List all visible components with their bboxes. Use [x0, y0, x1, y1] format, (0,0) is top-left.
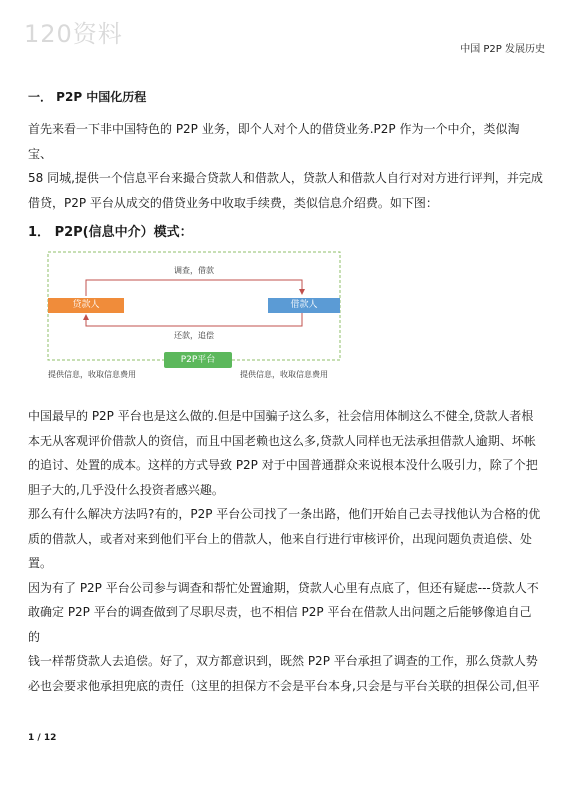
paragraph-line: 必也会要求他承担兜底的责任（这里的担保方不会是平台本身,只会是与平台关联的担保公司,但平 — [28, 678, 540, 693]
bottom-arrow-label: 还款，追偿 — [174, 331, 214, 340]
watermark: 120资料 — [24, 20, 123, 48]
platform-box: P2P平台 — [164, 352, 232, 368]
right-flow-label: 提供信息，收取信息费用 — [240, 370, 328, 379]
header-title: 中国 P2P 发展历史 — [460, 44, 545, 55]
paragraph-line: 质的借款人，或者对来到他们平台上的借款人，他来自行进行审核评价，出现问题负责追偿、处置。 — [28, 531, 533, 570]
paragraph-line: 那么有什么解决方法吗?有的，P2P 平台公司找了一条出路，他们开始自己去寻找他认为合格的优 — [28, 507, 541, 521]
top-arrow-label: 调查，借款 — [174, 266, 214, 275]
top-arrow — [86, 280, 302, 296]
page-number: 1 / 12 — [28, 733, 57, 743]
paragraph-line: 胆子大的,几乎没什么投资者感兴趣。 — [28, 482, 224, 497]
page-content — [28, 88, 543, 698]
paragraph-line: 因为有了 P2P 平台公司参与调查和帮忙处置逾期，贷款人心里有点底了，但还有疑虑---贷款人不 — [28, 580, 539, 595]
paragraph-line: 借贷，P2P 平台从成交的借贷业务中收取手续费，类似信息介绍费。如下图： — [28, 195, 438, 210]
section-title: 一． P2P 中国化历程 — [28, 90, 147, 104]
subsection-title: 1． P2P(信息中介）模式： — [28, 225, 193, 240]
borrower-box: 借款人 — [268, 298, 340, 313]
lender-box: 贷款人 — [48, 298, 124, 313]
paragraph-line: 首先来看一下非中国特色的 P2P 业务，即个人对个人的借贷业务.P2P 作为一个中介，类似淘宝、 — [28, 122, 520, 161]
paragraph-line: 中国最早的 P2P 平台也是这么做的.但是中国骗子这么多，社会信用体制这么不健全,贷款人者根 — [28, 409, 534, 423]
paragraph-line: 敢确定 P2P 平台的调查做到了尽职尽责，也不相信 P2P 平台在借款人出问题之后能够像追自己的 — [28, 605, 532, 644]
paragraph-line: 钱一样帮贷款人去追偿。好了，双方都意识到，既然 P2P 平台承担了调查的工作，那么贷款人势 — [28, 654, 538, 668]
p2p-diagram — [44, 248, 344, 378]
paragraph-line: 本无从客观评价借款人的资信，而且中国老赖也这么多,贷款人同样也无法承担借款人逾期、坏帐 — [28, 433, 536, 448]
left-flow-label: 提供信息，收取信息费用 — [48, 370, 136, 379]
paragraph-line: 的追讨、处置的成本。这样的方式导致 P2P 对于中国普通群众来说根本没什么吸引力，除了个把 — [28, 458, 538, 472]
paragraph-line: 58 同城,提供一个信息平台来撮合贷款人和借款人，贷款人和借款人自行对对方进行评判，并完成 — [28, 171, 543, 185]
bottom-arrow — [86, 313, 302, 326]
